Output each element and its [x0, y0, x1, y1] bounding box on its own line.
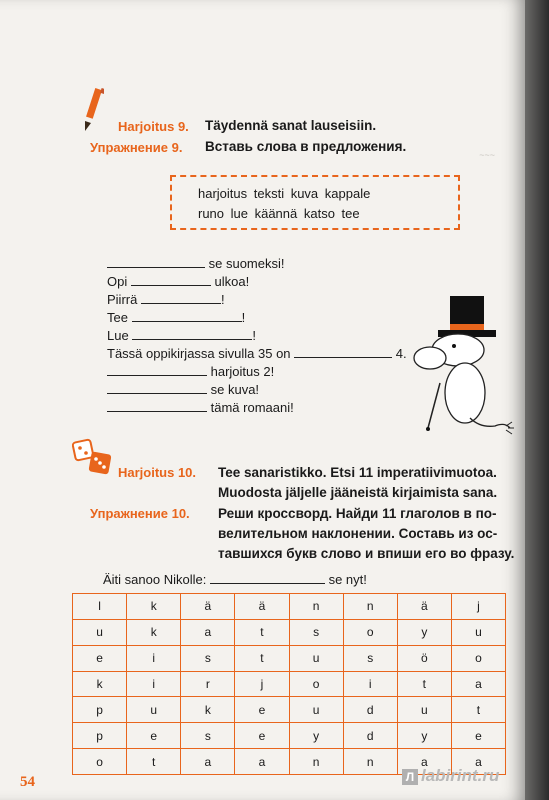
grid-cell[interactable]: t	[235, 619, 289, 645]
sentence-text: harjoitus 2!	[210, 364, 275, 379]
grid-cell[interactable]: y	[397, 619, 451, 645]
exercise10-label-ru: Упражнение 10.	[90, 506, 190, 521]
grid-cell[interactable]: a	[451, 671, 505, 697]
sentence-text: !	[241, 310, 246, 325]
grid-cell[interactable]: u	[289, 697, 343, 723]
grid-cell[interactable]: i	[343, 671, 397, 697]
grid-cell[interactable]: k	[73, 671, 127, 697]
grid-cell[interactable]: n	[343, 749, 397, 775]
exercise10-task-ru-2: велительном наклонении. Составь из ос-	[218, 526, 498, 541]
answer-blank[interactable]	[131, 274, 211, 286]
grid-cell[interactable]: i	[127, 645, 181, 671]
grid-cell[interactable]: t	[127, 749, 181, 775]
grid-cell[interactable]: l	[73, 594, 127, 620]
exercise10-task-fi-2: Muodosta jäljelle jääneistä kirjaimista sana.	[218, 485, 498, 500]
phrase-text: se nyt!	[328, 572, 367, 587]
grid-cell[interactable]: e	[451, 723, 505, 749]
bleed-through-mark: ~~~	[479, 150, 495, 160]
grid-row	[73, 619, 506, 645]
sentence-7	[107, 364, 274, 379]
word-bank-line-2: runo lue käännä katso tee	[198, 206, 360, 221]
grid-cell[interactable]: e	[235, 723, 289, 749]
grid-cell[interactable]: t	[451, 697, 505, 723]
grid-cell[interactable]: r	[181, 671, 235, 697]
grid-row	[73, 697, 506, 723]
word-bank-box	[170, 175, 460, 230]
sentence-text: Tässä oppikirjassa sivulla 35 on	[107, 346, 291, 361]
answer-blank[interactable]	[141, 292, 221, 304]
book-edge	[525, 0, 549, 800]
grid-cell[interactable]: j	[235, 671, 289, 697]
sentence-8	[107, 382, 259, 397]
exercise10-task-fi-1: Tee sanaristikko. Etsi 11 imperatiivimuotoa.	[218, 465, 497, 480]
sentence-text: ulkoa!	[214, 274, 250, 289]
sentence-5	[107, 328, 256, 343]
phrase-text: Äiti sanoo Nikolle:	[103, 572, 207, 587]
sentence-text: Tee	[107, 310, 128, 325]
answer-blank[interactable]	[107, 256, 205, 268]
grid-cell[interactable]: u	[397, 697, 451, 723]
grid-cell[interactable]: t	[397, 671, 451, 697]
grid-cell[interactable]: o	[343, 619, 397, 645]
sentence-text: !	[220, 292, 225, 307]
grid-cell[interactable]: a	[235, 749, 289, 775]
sentence-3	[107, 292, 225, 307]
sentence-text: Piirrä	[107, 292, 138, 307]
grid-cell[interactable]: e	[73, 645, 127, 671]
sentence-1	[107, 256, 285, 271]
grid-cell[interactable]: u	[289, 645, 343, 671]
answer-blank[interactable]	[132, 328, 252, 340]
exercise9-task-ru: Вставь слова в предложения.	[205, 139, 407, 154]
grid-cell[interactable]: n	[289, 749, 343, 775]
sentence-2	[107, 274, 249, 289]
grid-cell[interactable]: s	[181, 645, 235, 671]
grid-cell[interactable]: n	[289, 594, 343, 620]
grid-cell[interactable]: p	[73, 723, 127, 749]
grid-row	[73, 594, 506, 620]
grid-cell[interactable]: ä	[397, 594, 451, 620]
sentence-text: Lue	[107, 328, 129, 343]
grid-cell[interactable]: a	[451, 749, 505, 775]
grid-cell[interactable]: ö	[397, 645, 451, 671]
watermark-text: labirint.ru	[421, 766, 500, 785]
grid-cell[interactable]: k	[127, 594, 181, 620]
sentence-text: 4.	[395, 346, 407, 361]
sentence-9	[107, 400, 294, 415]
dice-icon	[72, 437, 116, 477]
watermark	[402, 766, 499, 786]
answer-blank[interactable]	[210, 572, 325, 584]
grid-cell[interactable]: a	[181, 749, 235, 775]
grid-cell[interactable]: u	[127, 697, 181, 723]
sentence-text: se kuva!	[210, 382, 260, 397]
grid-cell[interactable]: e	[127, 723, 181, 749]
page-number: 54	[20, 774, 35, 790]
phrase-line	[103, 572, 367, 587]
grid-cell[interactable]: j	[451, 594, 505, 620]
grid-cell[interactable]: o	[451, 645, 505, 671]
grid-cell[interactable]: t	[235, 645, 289, 671]
grid-cell[interactable]: y	[289, 723, 343, 749]
sentence-4	[107, 310, 245, 325]
exercise9-task-fi: Täydennä sanat lauseisiin.	[205, 118, 377, 133]
grid-cell[interactable]: s	[343, 645, 397, 671]
exercise10-task-ru-1: Реши кроссворд. Найди 11 глаголов в по-	[218, 506, 497, 521]
grid-cell[interactable]: d	[343, 723, 397, 749]
grid-cell[interactable]: n	[343, 594, 397, 620]
grid-cell[interactable]: e	[235, 697, 289, 723]
grid-row	[73, 671, 506, 697]
answer-blank[interactable]	[107, 364, 207, 376]
sentence-text: tämä romaani!	[210, 400, 294, 415]
answer-blank[interactable]	[294, 346, 392, 358]
grid-cell[interactable]: s	[289, 619, 343, 645]
answer-blank[interactable]	[132, 310, 242, 322]
grid-row	[73, 645, 506, 671]
grid-row	[73, 723, 506, 749]
letter-grid	[72, 593, 506, 775]
word-bank-line-1: harjoitus teksti kuva kappale	[198, 186, 371, 201]
grid-cell[interactable]: d	[343, 697, 397, 723]
grid-cell[interactable]: k	[127, 619, 181, 645]
sentence-text: !	[252, 328, 256, 343]
watermark-logo: Л	[402, 769, 418, 785]
grid-cell[interactable]: ä	[181, 594, 235, 620]
exercise10-label-fi: Harjoitus 10.	[118, 465, 197, 480]
grid-cell[interactable]: o	[289, 671, 343, 697]
grid-cell[interactable]: k	[181, 697, 235, 723]
grid-cell[interactable]: s	[181, 723, 235, 749]
answer-blank[interactable]	[107, 382, 207, 394]
grid-cell[interactable]: o	[73, 749, 127, 775]
pencil-icon	[80, 88, 104, 132]
exercise9-label-ru: Упражнение 9.	[90, 140, 183, 155]
grid-cell[interactable]: u	[73, 619, 127, 645]
answer-blank[interactable]	[107, 400, 207, 412]
grid-cell[interactable]: y	[397, 723, 451, 749]
grid-cell[interactable]: u	[451, 619, 505, 645]
exercise9-label-fi: Harjoitus 9.	[118, 119, 189, 134]
grid-cell[interactable]: ä	[235, 594, 289, 620]
sentence-6	[107, 346, 407, 361]
sentence-text: se suomeksi!	[208, 256, 285, 271]
grid-cell[interactable]: i	[127, 671, 181, 697]
grid-cell[interactable]: a	[181, 619, 235, 645]
moomin-illustration	[410, 288, 520, 438]
grid-cell[interactable]: p	[73, 697, 127, 723]
exercise10-task-ru-3: тавшихся букв слово и впиши его во фразу.	[218, 546, 515, 561]
sentence-text: Opi	[107, 274, 128, 289]
grid-cell[interactable]: a	[397, 749, 451, 775]
